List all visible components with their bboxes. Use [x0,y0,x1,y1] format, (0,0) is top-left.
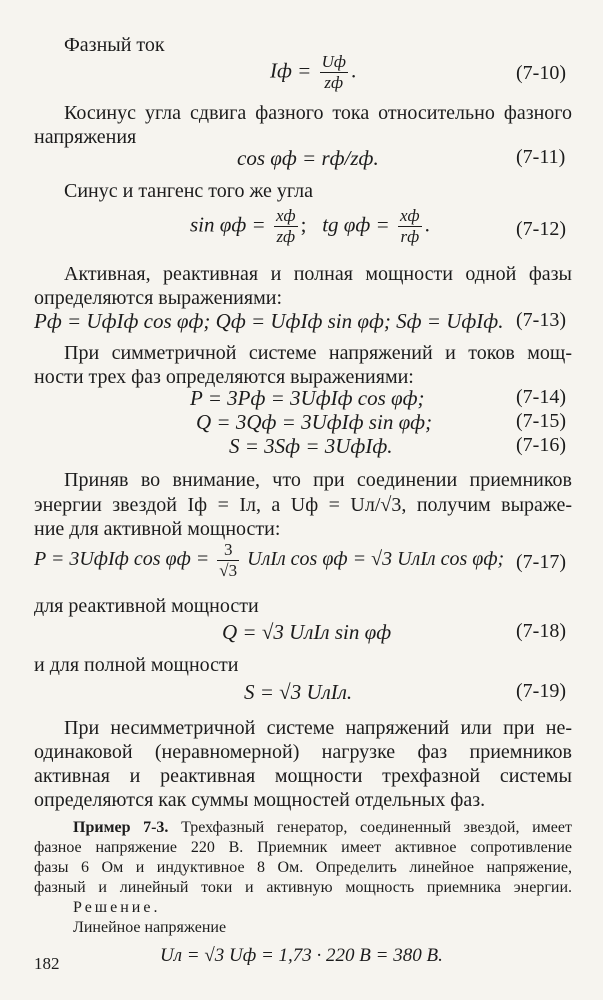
equation-7-18: Q = √3 UлIл sin φф [222,620,392,644]
fraction-numerator: 3 [217,540,239,561]
text-line: Приняв во внимание, что при соединении приемников [64,469,572,491]
fraction-numerator: xф [275,206,296,225]
separator: ; [300,212,307,237]
solution-label: Решение. [73,899,161,916]
text-line: Косинус угла сдвига фазного тока относительно фазного [64,102,572,124]
equation-7-12 [190,206,430,247]
example-line: фазное напряжение 220 В. Приемник имеет активное сопротивление [34,839,572,856]
text-line: активная и реактивная мощности трехфазной системы [34,765,572,787]
text-line: При симметричной системе напряжений и токов мощ- [64,342,572,364]
equation-number: (7-13) [516,309,566,331]
example-line: фазный и линейный токи и активную мощность приемника энергии. [34,879,572,896]
fraction [274,206,298,247]
example-line [73,818,572,838]
equation-7-15: Q = 3Qф = 3UфIф sin φф; [196,410,433,434]
equation-number: (7-18) [516,620,566,642]
text-line: ние для активной мощности: [34,518,281,540]
equation-tail: . [424,212,430,237]
fraction-numerator: Uф [321,52,346,71]
fraction [217,540,239,581]
text-line: Синус и тангенс того же угла [64,180,313,202]
final-equation: Uл = √3 Uф = 1,73 · 220 В = 380 В. [160,945,443,966]
equation-rhs: UлIл cos φф = √3 UлIл cos φф; [247,548,505,571]
equation-lhs: P = 3UфIф cos φф = [34,548,210,571]
equation-number: (7-19) [516,680,566,702]
equation-number: (7-17) [516,551,566,573]
equation-lhs: Iф = [270,58,312,83]
example-text: Трехфазный генератор, соединенный звездой, имеет [181,819,573,836]
fraction-denominator: zф [324,73,344,92]
text-line: Активная, реактивная и полная мощности одной фазы [64,263,572,285]
equation-number: (7-15) [516,410,566,432]
page-number: 182 [34,954,60,973]
equation-7-19: S = √3 UлIл. [244,680,353,704]
equation-7-11: cos φф = rф/zф. [237,146,379,170]
equation-7-16: S = 3Sф = 3UфIф. [229,434,393,458]
equation-number: (7-12) [516,218,566,240]
text-line: При несимметричной системе напряжений или при не- [64,717,572,739]
text-line: Фазный ток [64,34,165,56]
equation-number: (7-10) [516,62,566,84]
equation-7-10 [270,52,356,93]
equation-tg: tg φф = [322,212,390,237]
text-line: для реактивной мощности [34,595,259,617]
fraction-denominator: √3 [219,561,238,580]
fraction-numerator: xф [399,206,420,225]
equation-number: (7-11) [516,146,566,168]
fraction-denominator: zф [276,227,296,246]
equation-7-17 [34,540,504,581]
equation-7-14: P = 3Pф = 3UфIф cos φф; [190,386,425,410]
fraction [398,206,422,247]
equation-number: (7-16) [516,434,566,456]
example-heading: Пример 7-3. [73,819,169,836]
text-line: энергии звездой Iф = Iл, а Uф = Uл/√3, получим выраже- [34,494,572,516]
example-line: фазы 6 Ом и индуктивное 8 Ом. Определить линейное напряжение, [34,859,572,876]
text-line: одинаковой (неравномерной) нагрузке фаз приемников [34,741,572,763]
equation-tail: . [350,58,357,83]
text-line: и для полной мощности [34,654,239,676]
text-line: определяются выражениями: [34,287,282,309]
example-line: Линейное напряжение [73,919,227,936]
fraction-denominator: rф [400,227,420,246]
equation-sin: sin φф = [190,212,266,237]
equation-7-13: Pф = UфIф cos φф; Qф = UфIф sin φф; Sф = UфIф. [34,309,504,333]
equation-number: (7-14) [516,386,566,408]
text-line: напряжения [34,126,137,148]
fraction [320,52,348,93]
text-line: определяются как суммы мощностей отдельных фаз. [34,789,486,811]
text-line: ности трех фаз определяются выражениями: [34,366,414,388]
